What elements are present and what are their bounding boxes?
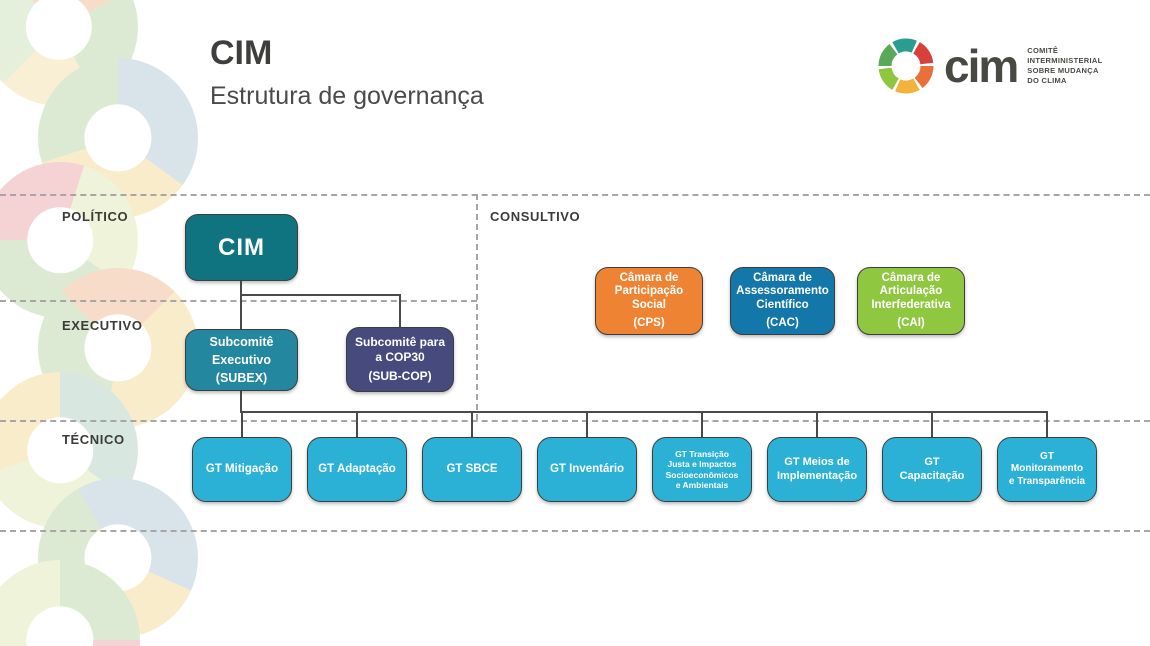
logo-descriptor (1027, 46, 1102, 87)
node-label-line: Científico (756, 298, 809, 311)
connector-gt-drop (816, 411, 818, 437)
separator-politico-top (0, 194, 1150, 196)
logo-wordmark: cim (944, 40, 1018, 92)
section-label-politico: POLÍTICO (62, 209, 129, 224)
node-abbr: (CAI) (897, 316, 925, 329)
connector-gt-drop (931, 411, 933, 437)
connector-gt-drop (586, 411, 588, 437)
connector-gt-drop (241, 411, 243, 437)
connector-gt-drop (1046, 411, 1048, 437)
node-label-line: Assessoramento (736, 285, 829, 298)
node-label-line: e Ambientais (675, 479, 729, 490)
node-abbr: (CPS) (633, 316, 665, 329)
section-label-consultivo: CONSULTIVO (490, 209, 581, 224)
separator-consultivo-vertical (476, 194, 478, 420)
node-label-line: GT Mitigação (205, 463, 279, 476)
node-label-line: GT Meios de (784, 455, 850, 468)
node-gt-sbce (422, 437, 522, 502)
node-camara-assessoramento-cientifico (730, 267, 835, 335)
node-label-line: GT Inventário (549, 463, 625, 476)
node-camara-participacao-social (595, 267, 703, 335)
node-gt-monitoramento-transparencia (997, 437, 1097, 502)
connector-subex-bus (240, 391, 242, 413)
separator-bottom (0, 530, 1150, 532)
node-camara-articulacao-interfederativa (857, 267, 965, 335)
node-abbr: (CAC) (766, 316, 799, 329)
connector-gt-drop (356, 411, 358, 437)
connector-gt-drop (701, 411, 703, 437)
node-gt-transicao-justa (652, 437, 752, 502)
node-label-line: Subcomitê para (354, 335, 446, 350)
node-label-line: Executivo (211, 352, 272, 367)
node-label-line: Câmara de (753, 272, 812, 285)
node-label-line: Participação (614, 285, 684, 298)
page-title: CIM (210, 34, 273, 72)
node-label: CIM (218, 233, 265, 261)
node-label-line: a COP30 (375, 349, 425, 364)
node-label-line: Interfederativa (871, 298, 951, 311)
logo-descriptor-line: DO CLIMA (1027, 76, 1067, 86)
node-label-line: GT Adaptação (318, 463, 396, 476)
connector-cim-subex (240, 281, 242, 329)
connector-branch-subcop (240, 294, 400, 296)
node-cim (185, 214, 298, 281)
section-label-executivo: EXECUTIVO (62, 318, 143, 333)
logo-descriptor-line: SOBRE MUDANÇA (1027, 66, 1099, 75)
node-abbr: (SUBEX) (215, 371, 268, 386)
separator-executivo (0, 300, 477, 302)
connector-subcop-drop (399, 294, 401, 327)
node-gt-mitigacao (192, 437, 292, 502)
node-label-line: Monitoramento (1010, 463, 1084, 475)
node-label-line: GT (924, 455, 940, 468)
node-label-line: GT (1040, 450, 1054, 462)
cim-logo (874, 34, 1102, 98)
section-label-tecnico: TÉCNICO (62, 432, 125, 447)
cim-gear-flower-icon (874, 34, 938, 98)
node-label-line: Subcomitê (209, 334, 274, 349)
separator-tecnico (0, 420, 1150, 422)
node-label-line: Câmara de (881, 272, 941, 285)
connector-gt-drop (471, 411, 473, 437)
node-label-line: Social (632, 298, 666, 311)
node-label-line: Articulação (879, 285, 943, 298)
logo-descriptor-line: COMITÊ (1027, 45, 1059, 55)
node-label-line: Capacitação (899, 469, 965, 482)
logo-descriptor-line: INTERMINISTERIAL (1027, 55, 1103, 65)
node-subcomite-executivo (185, 329, 298, 391)
node-label-line: Implementação (776, 469, 858, 482)
connector-gt-bus (240, 411, 1047, 413)
node-label-line: e Transparência (1008, 475, 1086, 487)
node-label-line: Socioeconômicos (665, 469, 739, 480)
node-label-line: Justa e Impactos (667, 459, 737, 470)
node-gt-capacitacao (882, 437, 982, 502)
page-subtitle: Estrutura de governança (210, 82, 484, 110)
node-label-line: GT Transição (675, 449, 729, 460)
node-label-line: GT SBCE (446, 463, 498, 476)
node-gt-inventario (537, 437, 637, 502)
node-abbr: (SUB-COP) (368, 369, 432, 384)
node-subcomite-cop30 (346, 327, 454, 392)
node-gt-adaptacao (307, 437, 407, 502)
node-label-line: Câmara de (619, 272, 679, 285)
node-gt-meios-implementacao (767, 437, 867, 502)
